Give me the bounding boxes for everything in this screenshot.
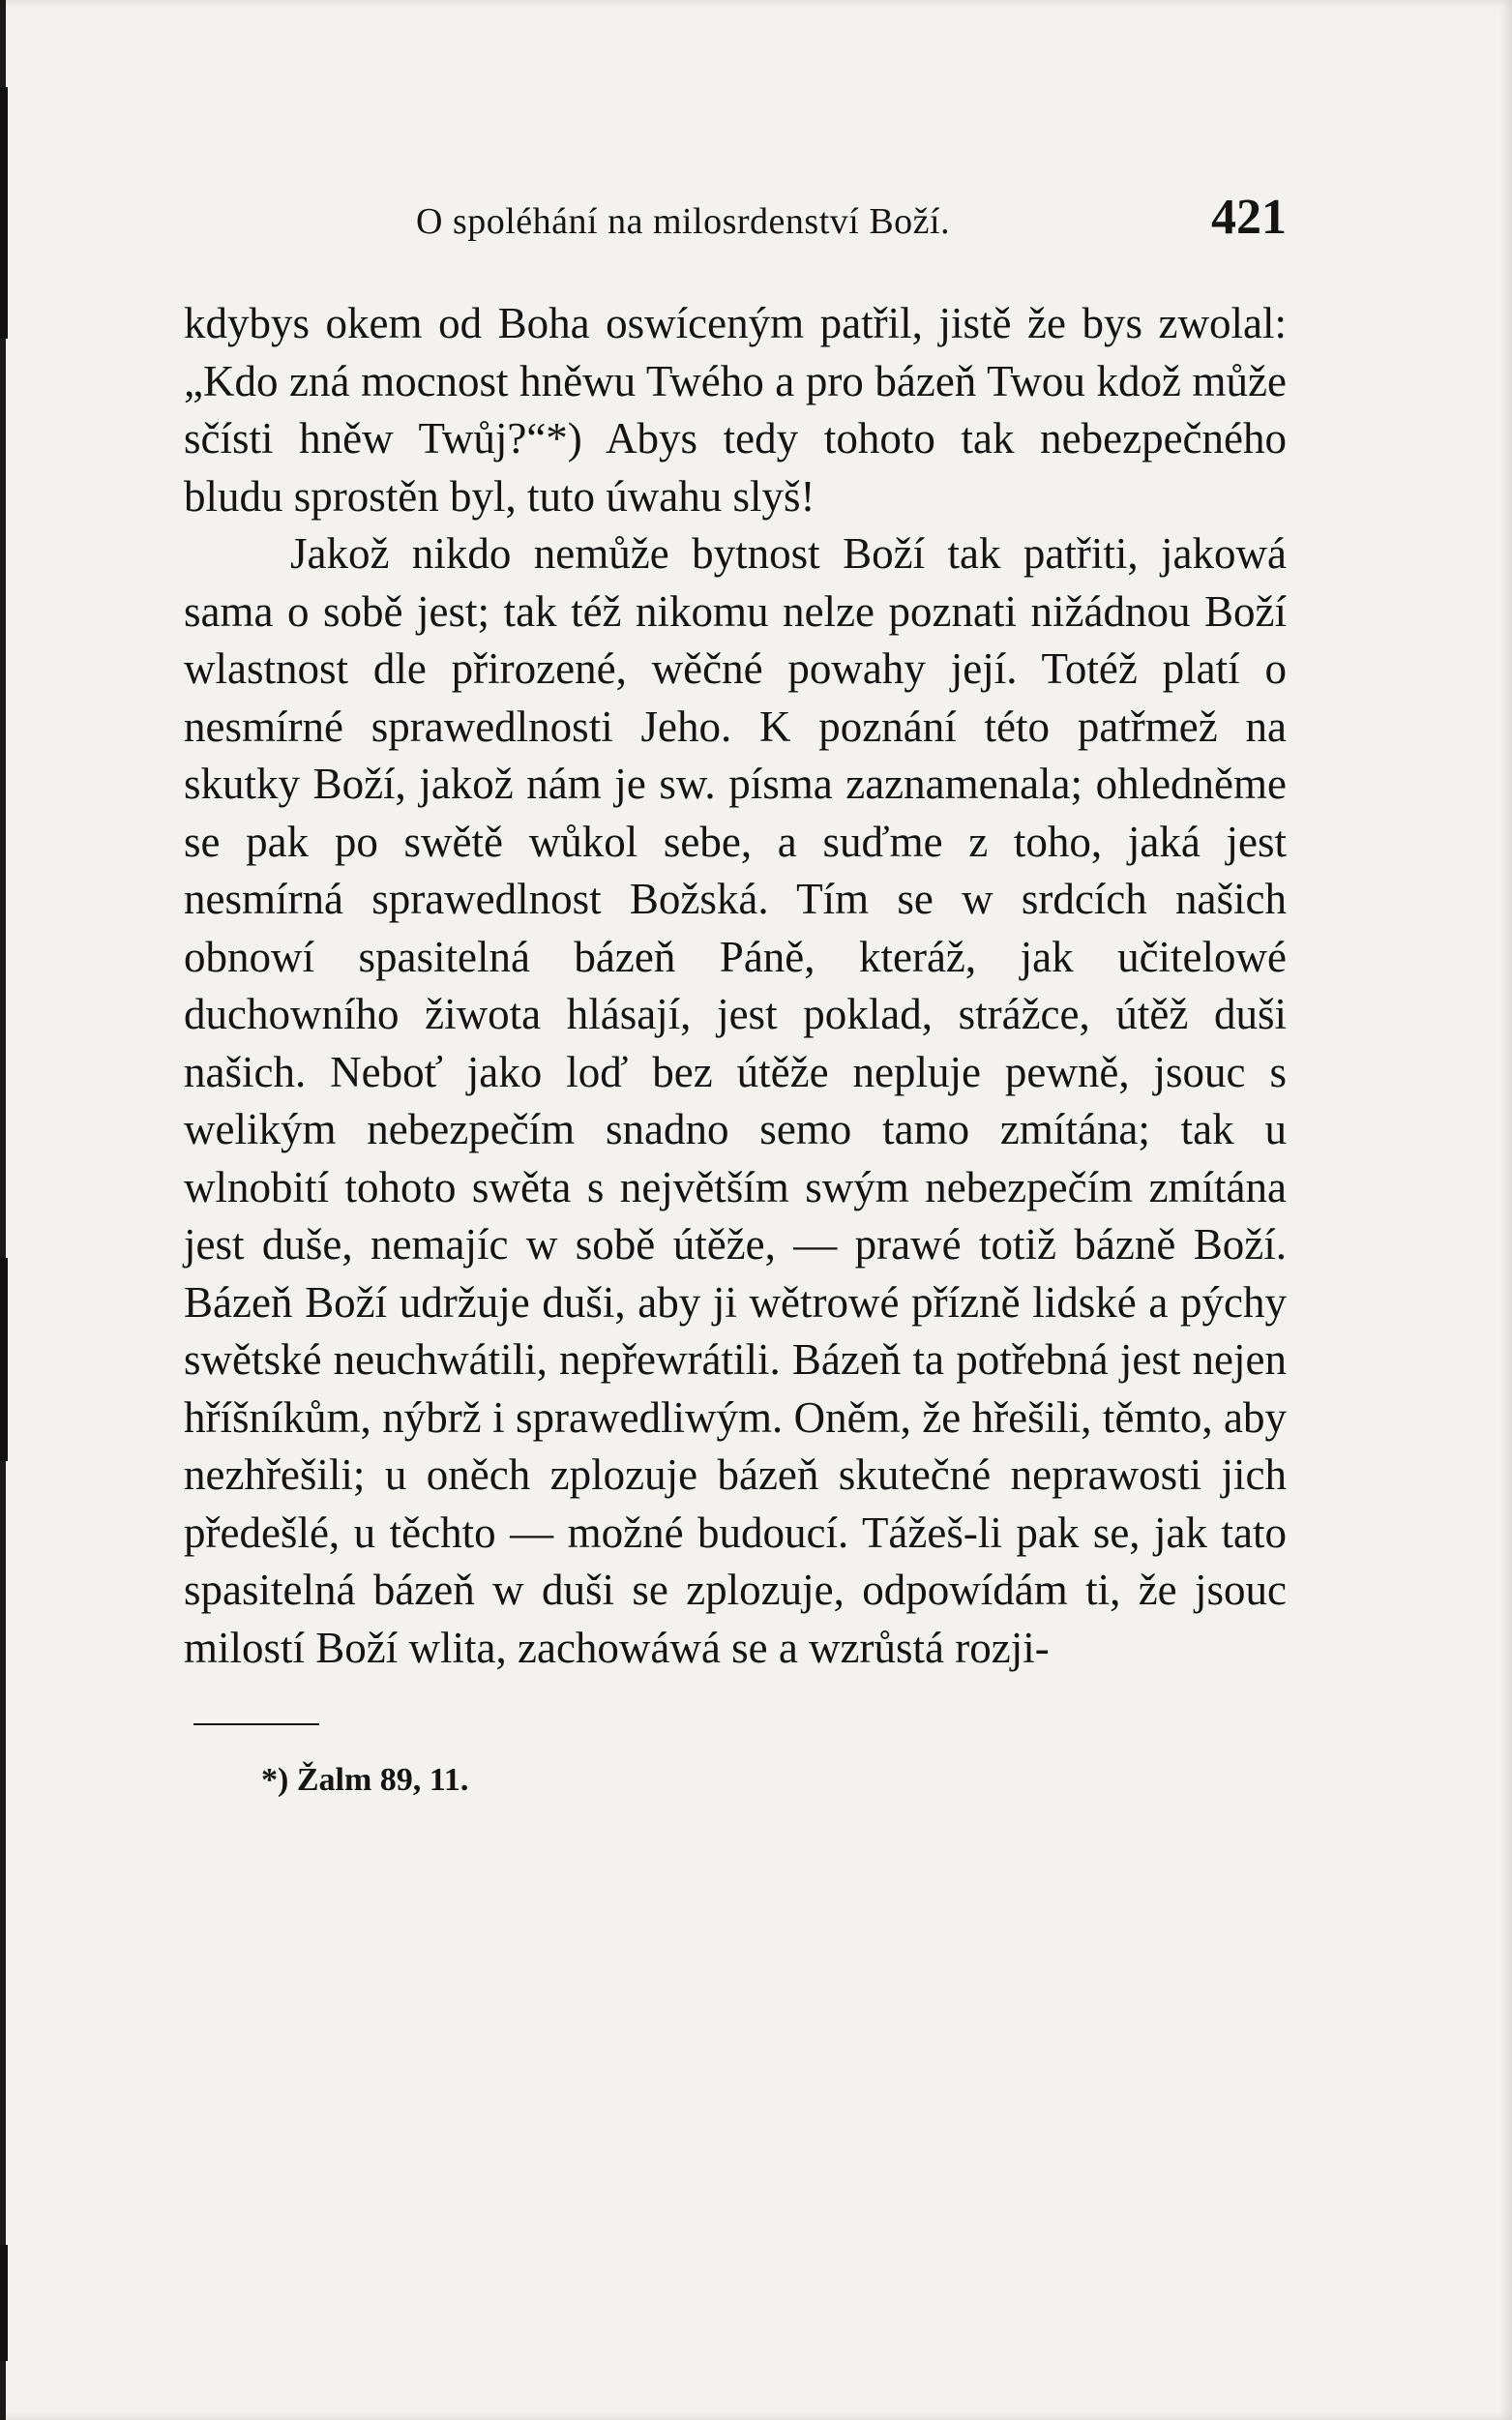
book-page: [184, 189, 1287, 1799]
binding-edge-mark: [0, 1258, 8, 1461]
running-head-title: O spoléhání na milosrdenství Boží.: [416, 201, 951, 242]
paragraph: Jakož nikdo nemůže bytnost Boží tak patřiti, jakowá sama o sobě jest; tak též nikomu nelze poznati nižádnou Boží wlastnost dle přirozené, wěčné powahy její. Totéž platí o nesmírné sprawedlnosti Jeho. K poznání této patřmež na skutky Boží, jakož nám je sw. písma zaznamenala; ohledněme se pak po swětě wůkol sebe, a suďme z toho, jaká jest nesmírná sprawedlnost Božská. Tím se w srdcích našich obnowí spasitelná bázeň Páně, kteráž, jak učitelowé duchowního žiwota hlásají, jest poklad, strážce, útěž duši našich. Neboť jako loď bez útěže nepluje pewně, jsouc s welikým nebezpečím snadno semo tamo zmítána; tak u wlnobití tohoto swěta s největším swým nebezpečím zmítána jest duše, nemajíc w sobě útěže, — prawé totiž bázně Boží. Bázeň Boží udržuje duši, aby ji wětrowé přízně lidské a pýchy swětské neuchwátili, nepřewrátili. Bázeň ta potřebná jest nejen hříšníkům, nýbrž i sprawedliwým. Oněm, že hřešili, těmto, aby nezhřešili; u oněch zplozuje bázeň skutečné neprawosti jich předešlé, u těchto — možné budoucí. Tážeš-li pak se, jak tato spasitelná bázeň w duši se zplozuje, odpowídám ti, že jsouc milostí Boží wlita, zachowáwá se a wzrůstá rozji-: [184, 529, 1287, 1672]
footnote-divider: [193, 1723, 319, 1725]
body-text: [184, 295, 1287, 1677]
paragraph: kdybys okem od Boha oswíceným patřil, jistě že bys zwolal: „Kdo zná mocnost hněwu Twého a pro bázeň Twou kdož může sčísti hněw Twůj?“*) Abys tedy tohoto tak nebezpečného bludu sprostěn byl, tuto úwahu slyš!: [184, 299, 1287, 521]
footnote: *) Žalm 89, 11.: [261, 1762, 469, 1798]
binding-edge-mark: [0, 87, 8, 339]
page-number: 421: [1211, 190, 1287, 245]
running-head: [184, 189, 1287, 266]
binding-edge-mark: [0, 2245, 8, 2361]
